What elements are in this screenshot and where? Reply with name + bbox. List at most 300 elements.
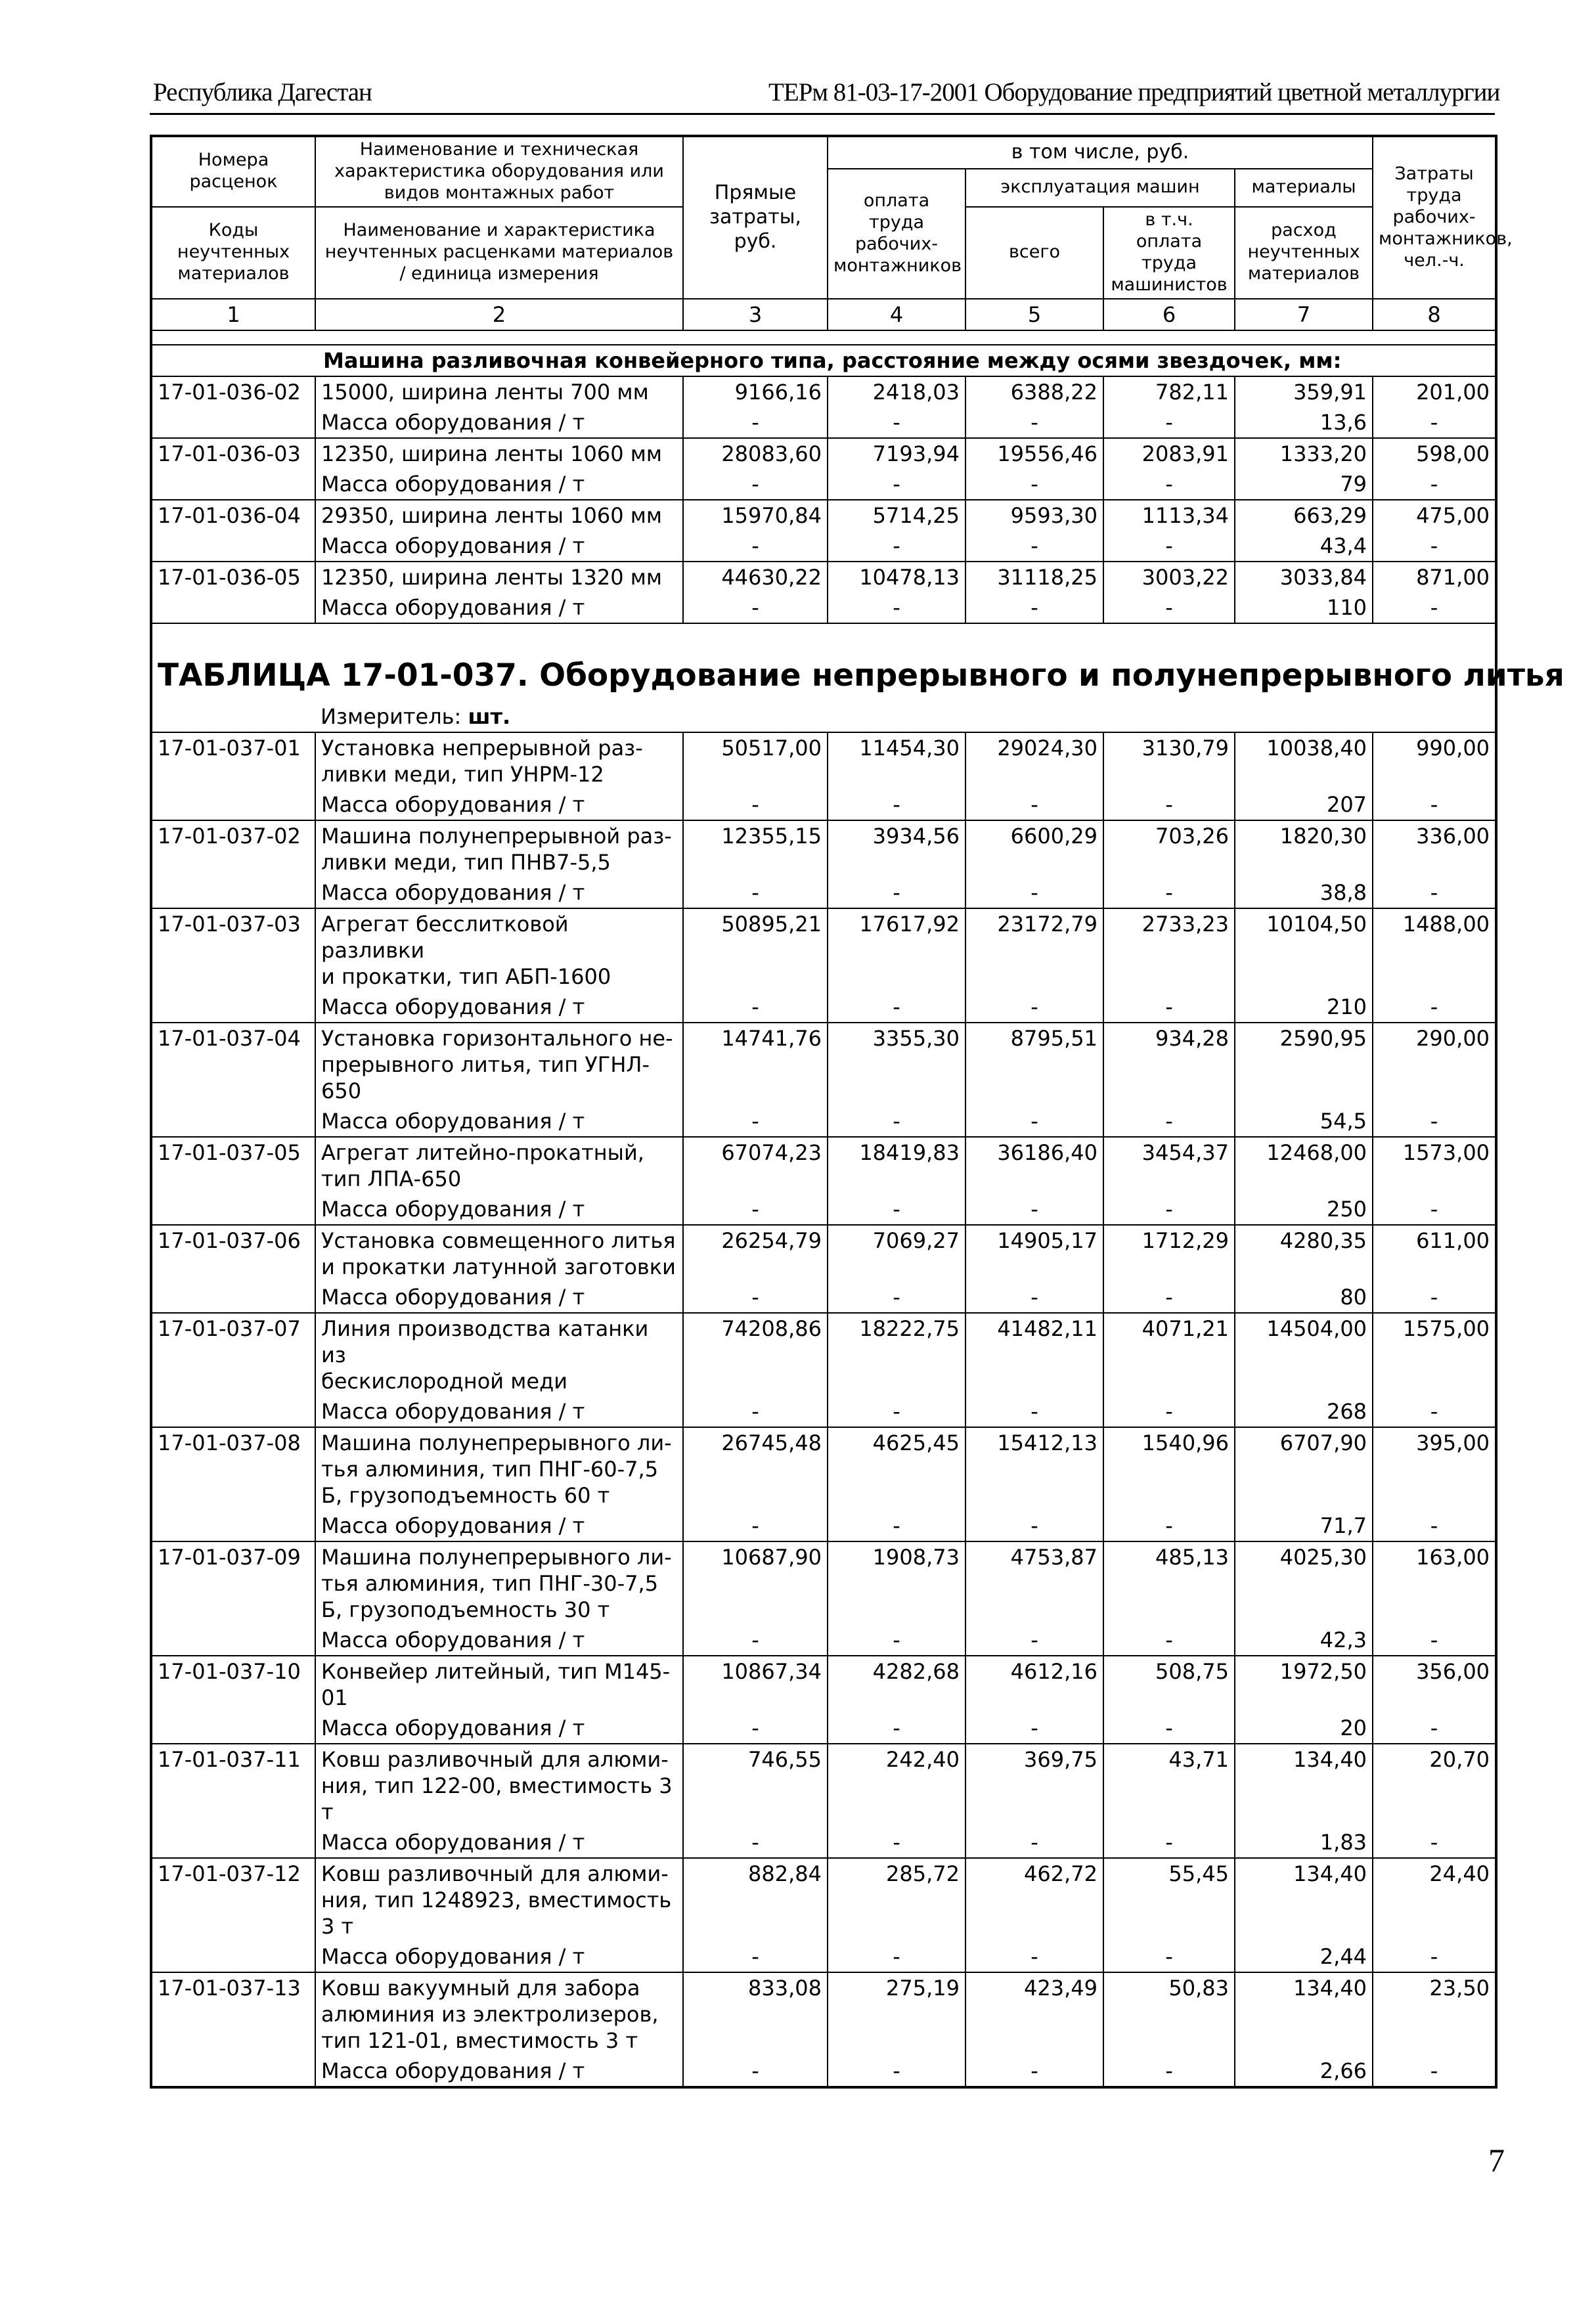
mass-row [151, 1941, 1496, 1972]
item-name-line: Установка непрерывной раз- [321, 736, 643, 761]
value-machines: 369,75 [965, 1744, 1103, 1827]
section-heading: Машина разливочная конвейерного типа, расстояние между осями звездочек, мм: [151, 345, 1496, 376]
value-direct: 12355,15 [683, 820, 828, 877]
dash-cell: - [1373, 1511, 1496, 1541]
dash-cell: - [965, 1282, 1103, 1313]
page-number: 7 [1488, 2142, 1505, 2179]
col-number: 3 [683, 299, 828, 330]
item-name [315, 500, 683, 531]
value-machines: 4612,16 [965, 1656, 1103, 1713]
dash-cell: - [1373, 1625, 1496, 1656]
col-number: 1 [151, 299, 315, 330]
table-row [151, 1225, 1496, 1282]
value-hours: 356,00 [1373, 1656, 1496, 1713]
item-name-line: ния, тип 1248923, вместимость [321, 1888, 672, 1913]
value-materials: 4025,30 [1235, 1541, 1373, 1625]
item-name-line: Машина полунепрерывного ли- [321, 1545, 672, 1570]
rate-code: 17-01-037-07 [151, 1313, 315, 1396]
mass-row [151, 1625, 1496, 1656]
equipment-mass: 43,4 [1235, 531, 1373, 562]
value-direct: 26254,79 [683, 1225, 828, 1282]
dash-cell: - [965, 1511, 1103, 1541]
dash-cell: - [965, 1625, 1103, 1656]
value-hours: 611,00 [1373, 1225, 1496, 1282]
dash-cell: - [683, 877, 828, 908]
value-materials: 134,40 [1235, 1858, 1373, 1941]
mass-label: Масса оборудования / т [315, 1941, 683, 1972]
rate-code: 17-01-037-02 [151, 820, 315, 877]
dash-cell: - [965, 877, 1103, 908]
rate-code: 17-01-037-04 [151, 1023, 315, 1106]
item-name [315, 732, 683, 789]
value-hours: 871,00 [1373, 562, 1496, 592]
col2-top-header: Наименование и техническая характеристика оборудования или видов монтажных работ [315, 136, 683, 207]
dash-cell: - [828, 789, 965, 820]
equipment-mass: 38,8 [1235, 877, 1373, 908]
table-row [151, 820, 1496, 877]
mass-row [151, 1827, 1496, 1858]
item-name-line: Б, грузоподъемность 60 т [321, 1483, 610, 1509]
dash-cell: - [683, 1713, 828, 1744]
value-labor: 3934,56 [828, 820, 965, 877]
col5-header: всего [965, 207, 1103, 299]
equipment-mass: 13,6 [1235, 407, 1373, 438]
dash-cell: - [828, 992, 965, 1023]
item-name-line: прерывного литья, тип УГНЛ- [321, 1052, 650, 1078]
item-name-line: Установка горизонтального не- [321, 1026, 673, 1051]
dash-cell: - [965, 1396, 1103, 1427]
mass-label: Масса оборудования / т [315, 1511, 683, 1541]
dash-cell: - [965, 1713, 1103, 1744]
item-name [315, 1023, 683, 1106]
value-machines: 6388,22 [965, 376, 1103, 407]
value-machines: 23172,79 [965, 908, 1103, 992]
table-row [151, 500, 1496, 531]
dash-cell: - [1373, 1106, 1496, 1137]
table-row [151, 376, 1496, 407]
dash-cell: - [1373, 531, 1496, 562]
table-row [151, 438, 1496, 469]
dash-cell: - [828, 1106, 965, 1137]
mass-row [151, 1511, 1496, 1541]
value-hours: 1575,00 [1373, 1313, 1496, 1396]
value-labor: 11454,30 [828, 732, 965, 789]
dash-cell: - [965, 1941, 1103, 1972]
mass-row [151, 1396, 1496, 1427]
dash-cell: - [828, 1396, 965, 1427]
dash-cell: - [1103, 1194, 1235, 1225]
dash-cell: - [1103, 2056, 1235, 2087]
mass-label: Масса оборудования / т [315, 1282, 683, 1313]
dash-cell: - [965, 531, 1103, 562]
value-hours: 475,00 [1373, 500, 1496, 531]
value-labor: 5714,25 [828, 500, 965, 531]
item-name [315, 1972, 683, 2056]
dash-cell: - [828, 469, 965, 500]
item-name-line: и прокатки, тип АБП-1600 [321, 964, 611, 990]
dash-cell: - [1103, 1625, 1235, 1656]
value-machines: 4753,87 [965, 1541, 1103, 1625]
table-row [151, 1313, 1496, 1396]
item-name-line: 3 т [321, 1914, 354, 1939]
item-name-line: 12350, ширина ленты 1320 мм [321, 564, 663, 590]
item-name [315, 1858, 683, 1941]
dash-cell: - [683, 1396, 828, 1427]
value-hours: 163,00 [1373, 1541, 1496, 1625]
value-direct: 833,08 [683, 1972, 828, 2056]
table-row [151, 732, 1496, 789]
group-header: в том числе, руб. [828, 136, 1373, 169]
mass-row [151, 2056, 1496, 2087]
dash-cell: - [683, 1827, 828, 1858]
rate-code: 17-01-036-05 [151, 562, 315, 592]
dash-cell: - [828, 592, 965, 623]
value-operators: 3454,37 [1103, 1137, 1235, 1194]
equipment-mass: 2,66 [1235, 2056, 1373, 2087]
value-hours: 23,50 [1373, 1972, 1496, 2056]
col-number: 8 [1373, 299, 1496, 330]
dash-cell: - [683, 469, 828, 500]
value-machines: 41482,11 [965, 1313, 1103, 1396]
equipment-mass: 210 [1235, 992, 1373, 1023]
value-hours: 598,00 [1373, 438, 1496, 469]
value-machines: 6600,29 [965, 820, 1103, 877]
mass-row [151, 1282, 1496, 1313]
rate-code: 17-01-037-03 [151, 908, 315, 992]
dash-cell: - [1373, 469, 1496, 500]
dash-cell: - [1103, 1941, 1235, 1972]
mass-label: Масса оборудования / т [315, 531, 683, 562]
table-row [151, 1744, 1496, 1827]
table-row [151, 1541, 1496, 1625]
equipment-mass: 1,83 [1235, 1827, 1373, 1858]
section-heading-row [151, 345, 1496, 376]
item-name-line: Конвейер литейный, тип М145- [321, 1659, 671, 1685]
equipment-mass: 71,7 [1235, 1511, 1373, 1541]
dash-cell: - [1373, 1827, 1496, 1858]
table-row [151, 1656, 1496, 1713]
item-name-line: Машина полунепрерывной раз- [321, 824, 672, 849]
value-direct: 50895,21 [683, 908, 828, 992]
item-name [315, 1137, 683, 1194]
value-labor: 10478,13 [828, 562, 965, 592]
col-number: 5 [965, 299, 1103, 330]
value-direct: 15970,84 [683, 500, 828, 531]
item-name-line: бескислородной меди [321, 1369, 567, 1394]
dash-cell: - [828, 877, 965, 908]
value-machines: 14905,17 [965, 1225, 1103, 1282]
item-name-line: Ковш разливочный для алюми- [321, 1861, 669, 1887]
col1-top-header: Номера расценок [151, 136, 315, 207]
dash-cell: - [1103, 789, 1235, 820]
mass-label: Масса оборудования / т [315, 407, 683, 438]
value-operators: 1540,96 [1103, 1427, 1235, 1511]
value-operators: 43,71 [1103, 1744, 1235, 1827]
dash-cell: - [683, 2056, 828, 2087]
header-region: Республика Дагестан [153, 78, 372, 106]
item-name-line: ния, тип 122-00, вместимость 3 [321, 1773, 673, 1799]
rate-code: 17-01-037-12 [151, 1858, 315, 1941]
value-operators: 4071,21 [1103, 1313, 1235, 1396]
table-title-row [151, 633, 1496, 702]
rate-code: 17-01-037-05 [151, 1137, 315, 1194]
dash-cell: - [1103, 1827, 1235, 1858]
item-name-line: алюминия из электролизеров, [321, 2002, 659, 2027]
rates-table [150, 135, 1564, 2089]
mass-row [151, 1194, 1496, 1225]
col1-bottom-header: Коды неучтенных материалов [151, 207, 315, 299]
col3-header: Прямые затраты, руб. [683, 136, 828, 299]
table-row [151, 908, 1496, 992]
dash-cell: - [965, 992, 1103, 1023]
mass-row [151, 531, 1496, 562]
rate-code: 17-01-037-10 [151, 1656, 315, 1713]
dash-cell: - [828, 1511, 965, 1541]
dash-cell: - [1103, 877, 1235, 908]
rate-code: 17-01-037-08 [151, 1427, 315, 1511]
value-materials: 4280,35 [1235, 1225, 1373, 1282]
equipment-mass: 80 [1235, 1282, 1373, 1313]
spacer-row [151, 330, 1496, 345]
value-materials: 12468,00 [1235, 1137, 1373, 1194]
rate-code: 17-01-037-13 [151, 1972, 315, 2056]
table-row [151, 1023, 1496, 1106]
mass-row [151, 877, 1496, 908]
unit-row [151, 701, 1496, 732]
item-name-line: Ковш разливочный для алюми- [321, 1747, 669, 1773]
value-direct: 14741,76 [683, 1023, 828, 1106]
dash-cell: - [965, 2056, 1103, 2087]
value-operators: 1113,34 [1103, 500, 1235, 531]
value-materials: 663,29 [1235, 500, 1373, 531]
value-operators: 55,45 [1103, 1858, 1235, 1941]
item-name-line: 01 [321, 1685, 348, 1711]
dash-cell: - [1103, 1396, 1235, 1427]
value-materials: 2590,95 [1235, 1023, 1373, 1106]
value-direct: 74208,86 [683, 1313, 828, 1396]
rate-code: 17-01-037-09 [151, 1541, 315, 1625]
value-labor: 18222,75 [828, 1313, 965, 1396]
mass-label: Масса оборудования / т [315, 1827, 683, 1858]
col4-header: оплата труда рабочих-монтажников [828, 169, 965, 299]
value-direct: 10867,34 [683, 1656, 828, 1713]
value-labor: 7193,94 [828, 438, 965, 469]
value-direct: 44630,22 [683, 562, 828, 592]
dash-cell: - [965, 592, 1103, 623]
table-row [151, 1972, 1496, 2056]
value-direct: 26745,48 [683, 1427, 828, 1511]
dash-cell: - [828, 407, 965, 438]
dash-cell: - [1103, 469, 1235, 500]
table-row [151, 562, 1496, 592]
dash-cell: - [683, 592, 828, 623]
spacer-row [151, 623, 1496, 633]
value-labor: 285,72 [828, 1858, 965, 1941]
mass-label: Масса оборудования / т [315, 1396, 683, 1427]
dash-cell: - [1103, 407, 1235, 438]
item-name-line: ливки меди, тип ПНВ7-5,5 [321, 850, 611, 875]
equipment-mass: 20 [1235, 1713, 1373, 1744]
item-name-line: тип ЛПА-650 [321, 1166, 462, 1192]
dash-cell: - [1103, 1106, 1235, 1137]
value-hours: 1488,00 [1373, 908, 1496, 992]
value-operators: 485,13 [1103, 1541, 1235, 1625]
item-name [315, 1744, 683, 1827]
item-name-line: тья алюминия, тип ПНГ-30-7,5 [321, 1571, 659, 1597]
dash-cell: - [965, 1827, 1103, 1858]
item-name [315, 1656, 683, 1713]
mass-row [151, 1106, 1496, 1137]
item-name-line: Агрегат бесслитковой разливки [321, 912, 569, 963]
value-hours: 990,00 [1373, 732, 1496, 789]
dash-cell: - [1373, 1282, 1496, 1313]
rate-code: 17-01-037-01 [151, 732, 315, 789]
value-machines: 29024,30 [965, 732, 1103, 789]
item-name-line: 650 [321, 1078, 362, 1104]
value-direct: 10687,90 [683, 1541, 828, 1625]
value-operators: 3003,22 [1103, 562, 1235, 592]
col-number: 2 [315, 299, 683, 330]
item-name [315, 1541, 683, 1625]
value-direct: 67074,23 [683, 1137, 828, 1194]
dash-cell: - [683, 1282, 828, 1313]
rate-code: 17-01-037-06 [151, 1225, 315, 1282]
dash-cell: - [1373, 1396, 1496, 1427]
unit-label: Измеритель: [321, 704, 462, 730]
table-row [151, 1427, 1496, 1511]
dash-cell: - [683, 1625, 828, 1656]
rate-code: 17-01-036-02 [151, 376, 315, 407]
dash-cell: - [683, 531, 828, 562]
item-name [315, 562, 683, 592]
value-labor: 17617,92 [828, 908, 965, 992]
value-labor: 1908,73 [828, 1541, 965, 1625]
dash-cell: - [1103, 992, 1235, 1023]
col-number: 7 [1235, 299, 1373, 330]
table-header [151, 136, 1513, 330]
value-materials: 134,40 [1235, 1972, 1373, 2056]
header-document-title: ТЕРм 81-03-17-2001 Оборудование предприятий цветной металлургии [768, 78, 1500, 106]
dash-cell: - [828, 1282, 965, 1313]
item-name-line: т [321, 1800, 334, 1825]
value-machines: 423,49 [965, 1972, 1103, 2056]
mass-row [151, 992, 1496, 1023]
mass-label: Масса оборудования / т [315, 469, 683, 500]
value-labor: 3355,30 [828, 1023, 965, 1106]
column-numbers-row [151, 299, 1496, 330]
value-materials: 14504,00 [1235, 1313, 1373, 1396]
value-labor: 2418,03 [828, 376, 965, 407]
col7-header: расход неучтенных материалов [1235, 207, 1373, 299]
equipment-mass: 42,3 [1235, 1625, 1373, 1656]
dash-cell: - [828, 1194, 965, 1225]
dash-cell: - [1373, 1194, 1496, 1225]
equipment-mass: 207 [1235, 789, 1373, 820]
value-materials: 359,91 [1235, 376, 1373, 407]
dash-cell: - [828, 531, 965, 562]
machines-header: эксплуатация машин [965, 169, 1235, 207]
value-direct: 9166,16 [683, 376, 828, 407]
dash-cell: - [1373, 1713, 1496, 1744]
materials-header: материалы [1235, 169, 1373, 207]
value-operators: 2733,23 [1103, 908, 1235, 992]
dash-cell: - [828, 2056, 965, 2087]
equipment-mass: 2,44 [1235, 1941, 1373, 1972]
mass-label: Масса оборудования / т [315, 789, 683, 820]
value-direct: 882,84 [683, 1858, 828, 1941]
mass-row [151, 469, 1496, 500]
value-materials: 10104,50 [1235, 908, 1373, 992]
dash-cell: - [1373, 2056, 1496, 2087]
dash-cell: - [683, 1941, 828, 1972]
equipment-mass: 268 [1235, 1396, 1373, 1427]
mass-label: Масса оборудования / т [315, 1106, 683, 1137]
dash-cell: - [965, 407, 1103, 438]
dash-cell: - [1103, 1511, 1235, 1541]
dash-cell: - [1103, 1282, 1235, 1313]
mass-label: Масса оборудования / т [315, 1713, 683, 1744]
item-name [315, 908, 683, 992]
value-operators: 2083,91 [1103, 438, 1235, 469]
value-materials: 6707,90 [1235, 1427, 1373, 1511]
dash-cell: - [1103, 592, 1235, 623]
item-name-line: Ковш вакуумный для забора [321, 1976, 640, 2001]
item-name-line: тья алюминия, тип ПНГ-60-7,5 [321, 1457, 659, 1482]
item-name [315, 438, 683, 469]
item-name-line: ливки меди, тип УНРМ-12 [321, 762, 604, 787]
dash-cell: - [965, 469, 1103, 500]
dash-cell: - [1373, 1941, 1496, 1972]
value-operators: 3130,79 [1103, 732, 1235, 789]
dash-cell: - [965, 1106, 1103, 1137]
mass-row [151, 592, 1496, 623]
rate-code: 17-01-037-11 [151, 1744, 315, 1827]
value-machines: 9593,30 [965, 500, 1103, 531]
item-name [315, 820, 683, 877]
value-operators: 1712,29 [1103, 1225, 1235, 1282]
value-hours: 24,40 [1373, 1858, 1496, 1941]
dash-cell: - [828, 1827, 965, 1858]
dash-cell: - [1373, 877, 1496, 908]
value-labor: 242,40 [828, 1744, 965, 1827]
table-row [151, 1137, 1496, 1194]
mass-row [151, 407, 1496, 438]
value-hours: 395,00 [1373, 1427, 1496, 1511]
dash-cell: - [1373, 789, 1496, 820]
value-operators: 934,28 [1103, 1023, 1235, 1106]
item-name [315, 1427, 683, 1511]
value-materials: 3033,84 [1235, 562, 1373, 592]
value-materials: 1972,50 [1235, 1656, 1373, 1713]
item-name-line: и прокатки латунной заготовки [321, 1254, 676, 1280]
value-operators: 782,11 [1103, 376, 1235, 407]
equipment-mass: 110 [1235, 592, 1373, 623]
value-materials: 134,40 [1235, 1744, 1373, 1827]
value-machines: 15412,13 [965, 1427, 1103, 1511]
value-labor: 7069,27 [828, 1225, 965, 1282]
item-name [315, 376, 683, 407]
table-body [151, 330, 1564, 2088]
value-direct: 746,55 [683, 1744, 828, 1827]
col-number: 4 [828, 299, 965, 330]
value-machines: 19556,46 [965, 438, 1103, 469]
value-direct: 28083,60 [683, 438, 828, 469]
value-labor: 4625,45 [828, 1427, 965, 1511]
dash-cell: - [683, 407, 828, 438]
dash-cell: - [1103, 531, 1235, 562]
dash-cell: - [683, 1194, 828, 1225]
value-hours: 290,00 [1373, 1023, 1496, 1106]
